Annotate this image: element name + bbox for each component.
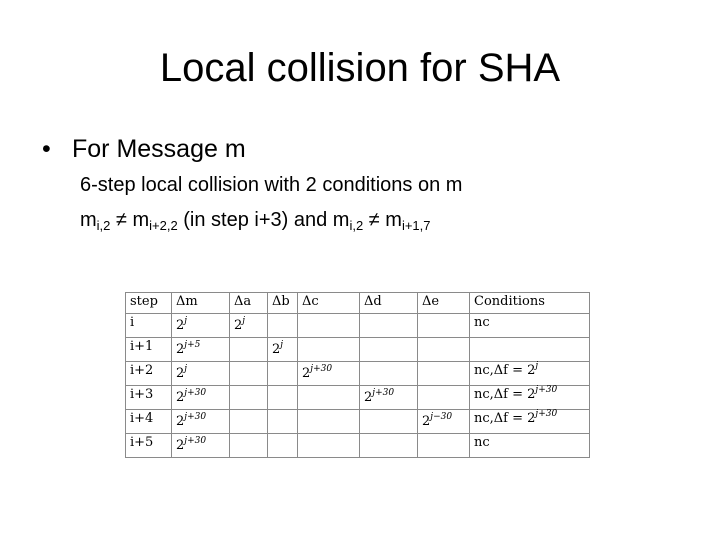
exponent: j+30 [184, 388, 207, 398]
exponent: j [280, 340, 284, 350]
sub-line-2 [80, 207, 431, 233]
exponent: j+30 [184, 412, 207, 422]
collision-table [125, 292, 590, 458]
column-header: Δc [298, 293, 360, 314]
bullet-text: For Message m [72, 135, 246, 163]
table-header-row [126, 293, 590, 314]
empty-cell [298, 410, 360, 434]
step-cell: i+1 [126, 338, 172, 362]
empty-cell [298, 338, 360, 362]
column-header: Δd [360, 293, 418, 314]
column-header: Δm [172, 293, 230, 314]
power-of-two-cell [298, 362, 360, 386]
slide-title: Local collision for SHA [159, 46, 561, 90]
base-two: 2 [234, 318, 243, 333]
base-two: 2 [176, 366, 185, 381]
empty-cell [418, 362, 470, 386]
condition-text: nc,Δf = 2 [474, 387, 536, 402]
exponent: j+30 [535, 409, 558, 419]
empty-cell [268, 434, 298, 458]
condition-text: nc,Δf = 2 [474, 411, 536, 426]
power-of-two-cell [360, 386, 418, 410]
table-row [126, 314, 590, 338]
exponent: j+30 [184, 436, 207, 446]
column-header: Δe [418, 293, 470, 314]
base-two: 2 [176, 414, 185, 429]
step-cell: i+3 [126, 386, 172, 410]
power-of-two-cell [172, 410, 230, 434]
empty-cell [230, 410, 268, 434]
empty-cell [360, 338, 418, 362]
table-body [126, 314, 590, 458]
empty-cell [360, 362, 418, 386]
exponent: j−30 [430, 412, 453, 422]
exponent: j+30 [535, 385, 558, 395]
base-two: 2 [364, 390, 373, 405]
base-two: 2 [302, 366, 311, 381]
empty-cell [230, 434, 268, 458]
collision-table-wrapper [125, 292, 589, 453]
table-row [126, 434, 590, 458]
empty-cell [230, 386, 268, 410]
power-of-two-cell [418, 410, 470, 434]
empty-cell [360, 314, 418, 338]
conditions-cell [470, 314, 590, 338]
empty-cell [418, 434, 470, 458]
empty-cell [298, 386, 360, 410]
subscript: i+1,7 [401, 218, 431, 233]
empty-cell [230, 338, 268, 362]
exponent: j [184, 316, 188, 326]
power-of-two-cell [172, 386, 230, 410]
text-neq: ≠ m [363, 209, 402, 231]
table-row [126, 386, 590, 410]
conditions-cell [470, 362, 590, 386]
text-neq: ≠ m [110, 209, 150, 231]
text-mid: (in step i+3) and m [177, 209, 350, 231]
base-two: 2 [176, 342, 185, 357]
power-of-two-cell [230, 314, 268, 338]
empty-cell [418, 338, 470, 362]
table-row [126, 362, 590, 386]
sub-line-1: 6-step local collision with 2 conditions on m [80, 174, 463, 196]
column-header: Δb [268, 293, 298, 314]
condition-text: nc [474, 435, 490, 450]
step-cell: i+4 [126, 410, 172, 434]
column-header: Δa [230, 293, 268, 314]
power-of-two-cell [172, 434, 230, 458]
base-two: 2 [176, 390, 185, 405]
exponent: j [535, 361, 539, 371]
table-row [126, 338, 590, 362]
step-cell: i [126, 314, 172, 338]
empty-cell [268, 362, 298, 386]
empty-cell [230, 362, 268, 386]
step-cell: i+5 [126, 434, 172, 458]
empty-cell [298, 314, 360, 338]
conditions-cell [470, 338, 590, 362]
conditions-cell [470, 434, 590, 458]
empty-cell [268, 410, 298, 434]
empty-cell [298, 434, 360, 458]
power-of-two-cell [268, 338, 298, 362]
empty-cell [360, 434, 418, 458]
exponent: j+30 [372, 388, 395, 398]
empty-cell [360, 410, 418, 434]
base-two: 2 [272, 342, 281, 357]
column-header: step [126, 293, 172, 314]
condition-text: nc,Δf = 2 [474, 363, 536, 378]
power-of-two-cell [172, 338, 230, 362]
subscript: i,2 [349, 218, 364, 233]
table-row [126, 410, 590, 434]
exponent: j [184, 364, 188, 374]
bullet-item [42, 133, 246, 165]
empty-cell [418, 386, 470, 410]
conditions-cell [470, 386, 590, 410]
exponent: j [242, 316, 246, 326]
step-cell: i+2 [126, 362, 172, 386]
subscript: i+2,2 [149, 218, 178, 233]
base-two: 2 [176, 438, 185, 453]
base-two: 2 [422, 414, 431, 429]
empty-cell [418, 314, 470, 338]
exponent: j+5 [184, 340, 201, 350]
base-two: 2 [176, 318, 185, 333]
empty-cell [268, 314, 298, 338]
exponent: j+30 [310, 364, 333, 374]
column-header: Conditions [470, 293, 590, 314]
subscript: i,2 [96, 218, 111, 233]
conditions-cell [470, 410, 590, 434]
bullet-dot-icon: • [42, 135, 51, 163]
condition-text: nc [474, 315, 490, 330]
power-of-two-cell [172, 362, 230, 386]
empty-cell [268, 386, 298, 410]
power-of-two-cell [172, 314, 230, 338]
text-m: m [80, 209, 97, 231]
